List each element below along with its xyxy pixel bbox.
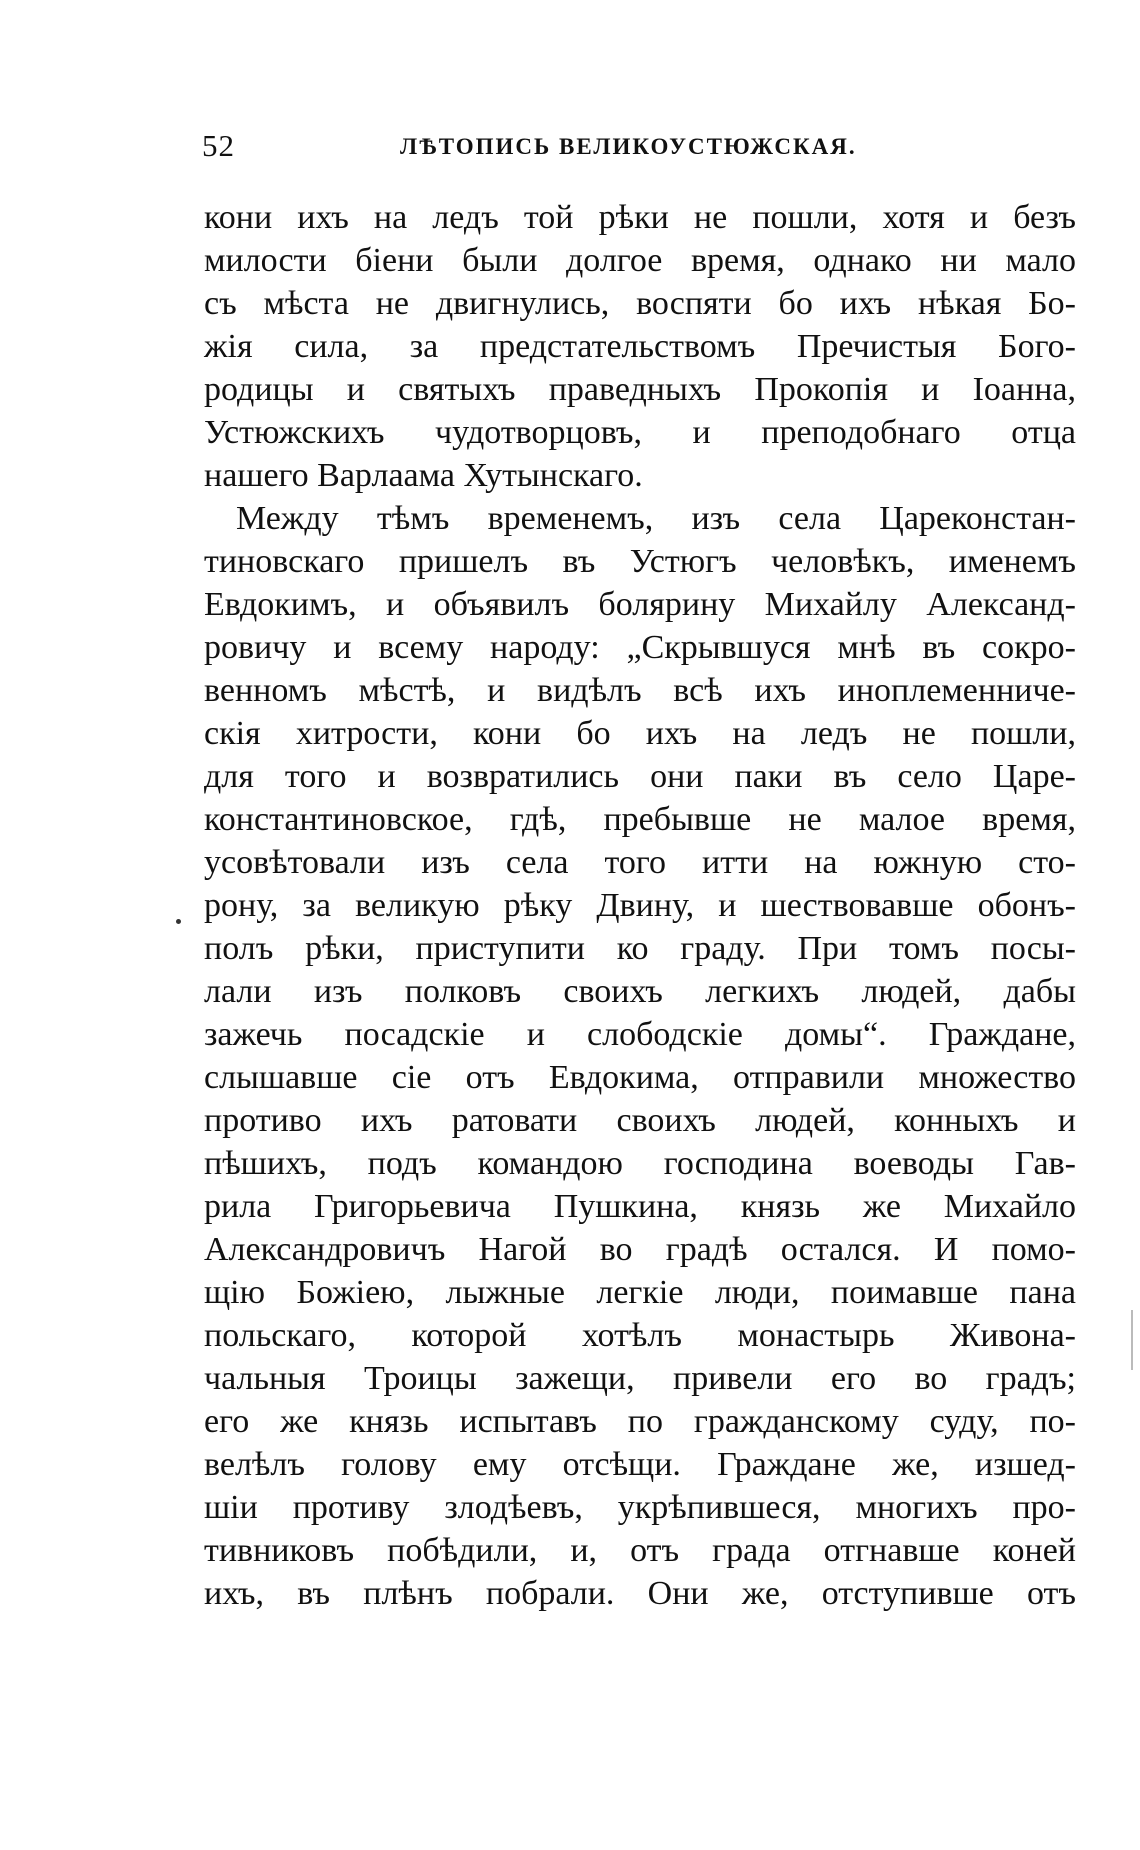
text-line: слышавше сіе отъ Евдокима, отправили множество (204, 1059, 1076, 1096)
text-line: ихъ, въ плѣнъ побрали. Они же, отступивше отъ (204, 1575, 1076, 1612)
text-line: константиновское, гдѣ, пребывше не малое время, (204, 801, 1076, 838)
text-line: щію Божіею, лыжные легкіе люди, поимавше пана (204, 1274, 1076, 1311)
text-line: Александровичъ Нагой во градѣ остался. И помо- (204, 1231, 1076, 1268)
body-text (204, 196, 1076, 1615)
text-line: пѣшихъ, подъ командою господина воеводы Гав- (204, 1145, 1076, 1182)
text-line: велѣлъ голову ему отсѣщи. Граждане же, изшед- (204, 1446, 1076, 1483)
text-line: венномъ мѣстѣ, и видѣлъ всѣ ихъ иноплеменниче- (204, 672, 1076, 709)
text-line: тиновскаго пришелъ въ Устюгъ человѣкъ, именемъ (204, 543, 1076, 580)
text-line: Евдокимъ, и объявилъ болярину Михайлу Александ- (204, 586, 1076, 623)
text-line: польскаго, которой хотѣлъ монастырь Живона- (204, 1317, 1076, 1354)
text-line: родицы и святыхъ праведныхъ Прокопія и Іоанна, (204, 371, 1076, 408)
margin-dot-mark (176, 919, 181, 924)
text-line: милости біени были долгое время, однако ни мало (204, 242, 1076, 279)
text-line: жія сила, за предстательствомъ Пречистыя Бого- (204, 328, 1076, 365)
text-line: Устюжскихъ чудотворцовъ, и преподобнаго отца (204, 414, 1076, 451)
text-line: его же князь испытавъ по гражданскому суду, по- (204, 1403, 1076, 1440)
text-line: рила Григорьевича Пушкина, князь же Михайло (204, 1188, 1076, 1225)
text-line: скія хитрости, кони бо ихъ на ледъ не пошли, (204, 715, 1076, 752)
page-edge-mark (1131, 1310, 1133, 1370)
text-line: ровичу и всему народу: „Скрывшуся мнѣ въ сокро- (204, 629, 1076, 666)
page-number: 52 (202, 128, 235, 163)
running-title: ЛѢТОПИСЬ ВЕЛИКОУСТЮЖСКАЯ. (400, 134, 857, 159)
text-line: лали изъ полковъ своихъ легкихъ людей, дабы (204, 973, 1076, 1010)
text-line: съ мѣста не двигнулись, воспяти бо ихъ нѣкая Бо- (204, 285, 1076, 322)
text-line: нашего Варлаама Хутынскаго. (204, 457, 643, 494)
text-line: тивниковъ побѣдили, и, отъ града отгнавше коней (204, 1532, 1076, 1569)
text-line: усовѣтовали изъ села того итти на южную сто- (204, 844, 1076, 881)
text-line: кони ихъ на ледъ той рѣки не пошли, хотя и безъ (204, 199, 1076, 236)
page-header (200, 128, 1080, 168)
paragraph (204, 497, 1076, 1615)
text-line: Между тѣмъ временемъ, изъ села Цареконстан- (236, 500, 1076, 537)
text-line: чальныя Троицы зажещи, привели его во градъ; (204, 1360, 1076, 1397)
text-line: противо ихъ ратовати своихъ людей, конныхъ и (204, 1102, 1076, 1139)
text-line: для того и возвратились они паки въ село Царе- (204, 758, 1076, 795)
text-line: зажечь посадскіе и слободскіе домы“. Граждане, (204, 1016, 1076, 1053)
text-line: рону, за великую рѣку Двину, и шествовавше обонъ- (204, 887, 1076, 924)
text-line: полъ рѣки, приступити ко граду. При томъ посы- (204, 930, 1076, 967)
text-line: шіи противу злодѣевъ, укрѣпившеся, многихъ про- (204, 1489, 1076, 1526)
paragraph (204, 196, 1076, 497)
